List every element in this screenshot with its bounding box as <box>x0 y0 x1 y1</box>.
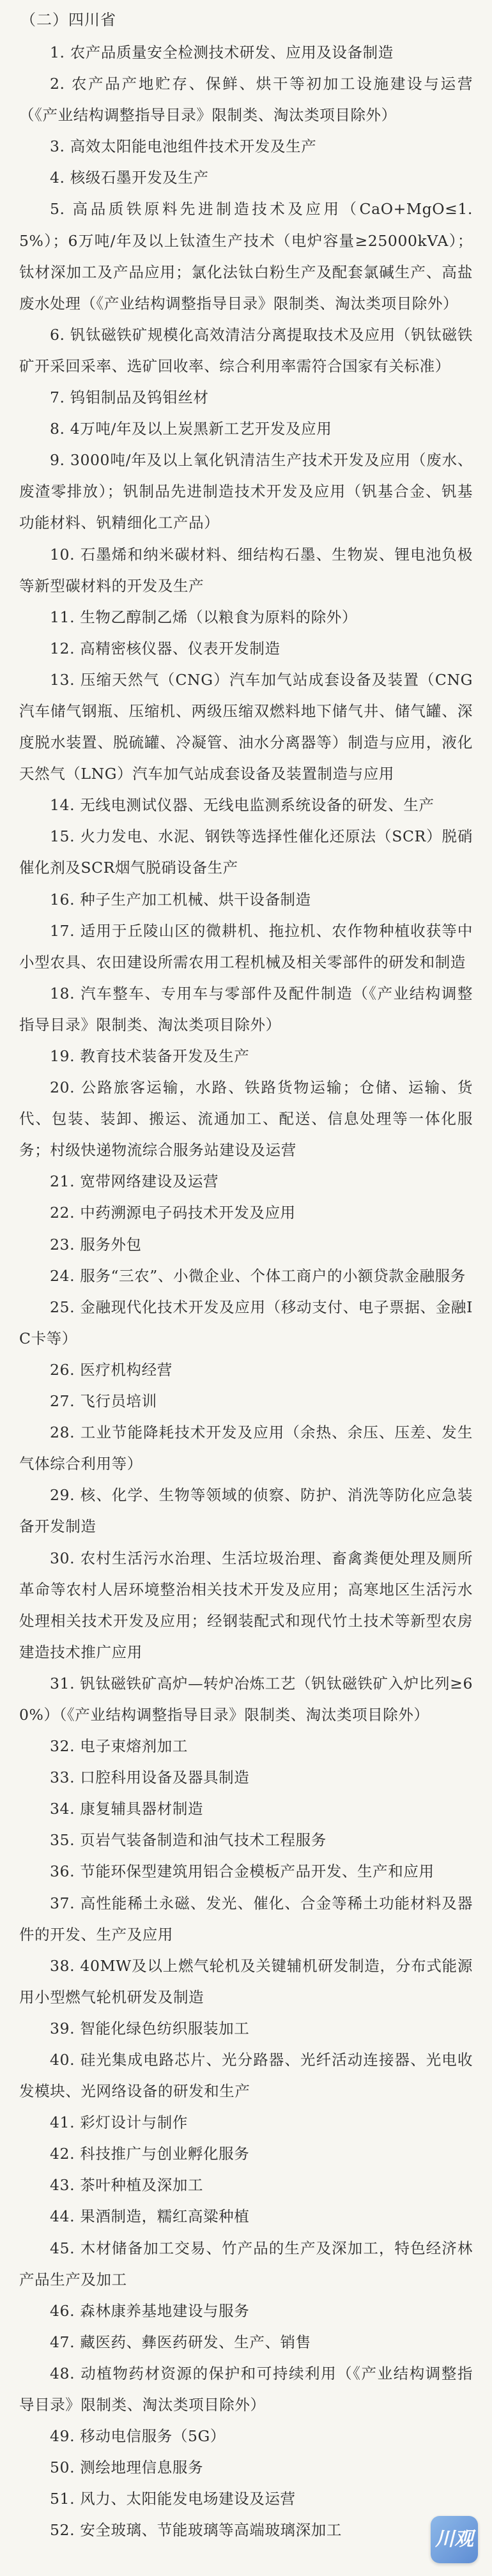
list-item: 40. 硅光集成电路芯片、光分路器、光纤活动连接器、光电收发模块、光网络设备的研发和生产 <box>19 2051 473 2101</box>
list-item: 41. 彩灯设计与制作 <box>50 2113 188 2132</box>
list-item: 30. 农村生活污水治理、生活垃圾治理、畜禽粪便处理及厕所革命等农村人居环境整治相关技术开发及应用；高寒地区生活污水处理相关技术开发及应用；经钢装配式和现代竹土技术等新型农房建造技术推广应用 <box>19 1549 473 1661</box>
list-item: 11. 生物乙醇制乙烯（以粮食为原料的除外） <box>50 608 358 626</box>
list-item: 19. 教育技术装备开发及生产 <box>50 1047 250 1065</box>
list-item: 15. 火力发电、水泥、钢铁等选择性催化还原法（SCR）脱硝催化剂及SCR烟气脱硝设备生产 <box>19 827 473 877</box>
list-item: 28. 工业节能降耗技术开发及应用（余热、余压、压差、发生气体综合利用等） <box>19 1423 473 1473</box>
list-item: 4. 核级石墨开发及生产 <box>50 169 209 187</box>
list-item: 34. 康复辅具器材制造 <box>50 1800 204 1818</box>
list-item: 52. 安全玻璃、节能玻璃等高端玻璃深加工 <box>50 2521 342 2540</box>
industry-item-list <box>19 37 473 2547</box>
list-item: 37. 高性能稀土永磁、发光、催化、合金等稀土功能材料及器件的开发、生产及应用 <box>19 1894 473 1943</box>
list-item: 1. 农产品质量安全检测技术研发、应用及设备制造 <box>50 43 394 61</box>
list-item: 45. 木材储备加工交易、竹产品的生产及深加工，特色经济林产品生产及加工 <box>19 2239 473 2288</box>
list-item: 9. 3000吨/年及以上氧化钒清洁生产技术开发及应用（废水、废渣零排放）；钒制品先进制造技术开发及应用（钒基合金、钒基功能材料、钒精细化工产品） <box>19 451 473 532</box>
list-item: 3. 高效太阳能电池组件技术开发及生产 <box>50 137 317 156</box>
list-item: 36. 节能环保型建筑用铝合金模板产品开发、生产和应用 <box>50 1862 434 1881</box>
list-item: 10. 石墨烯和纳米碳材料、细结构石墨、生物炭、锂电池负极等新型碳材料的开发及生产 <box>19 545 473 595</box>
list-item: 2. 农产品产地贮存、保鲜、烘干等初加工设施建设与运营（《产业结构调整指导目录》限制类、淘汰类项目除外） <box>19 75 473 125</box>
list-item: 22. 中药溯源电子码技术开发及应用 <box>50 1204 296 1222</box>
chuanguan-watermark-logo: 川观 <box>431 2516 478 2563</box>
list-item: 27. 飞行员培训 <box>50 1392 157 1411</box>
list-item: 21. 宽带网络建设及运营 <box>50 1172 219 1191</box>
list-item: 31. 钒钛磁铁矿高炉—转炉冶炼工艺（钒钛磁铁矿入炉比列≥60%）（《产业结构调整指导目录》限制类、淘汰类项目除外） <box>19 1674 473 1724</box>
list-item: 35. 页岩气装备制造和油气技术工程服务 <box>50 1831 327 1850</box>
list-item: 49. 移动电信服务（5G） <box>50 2427 226 2446</box>
list-item: 33. 口腔科用设备及器具制造 <box>50 1768 250 1787</box>
list-item: 48. 动植物药材资源的保护和可持续利用（《产业结构调整指导目录》限制类、淘汰类项目除外） <box>19 2364 473 2414</box>
list-item: 44. 果酒制造，糯红高粱种植 <box>50 2207 250 2226</box>
list-item: 7. 钨钼制品及钨钼丝材 <box>50 388 209 407</box>
list-item: 12. 高精密核仪器、仪表开发制造 <box>50 639 281 657</box>
list-item: 23. 服务外包 <box>50 1235 142 1254</box>
list-item: 17. 适用于丘陵山区的微耕机、拖拉机、农作物种植收获等中小型农具、农田建设所需农用工程机械及相关零部件的研发和制造 <box>19 921 473 971</box>
list-item: 42. 科技推广与创业孵化服务 <box>50 2145 250 2163</box>
list-item: 29. 核、化学、生物等领域的侦察、防护、消洗等防化应急装备开发制造 <box>19 1486 473 1536</box>
list-item: 39. 智能化绿色纺织服装加工 <box>50 2019 250 2037</box>
list-item: 25. 金融现代化技术开发及应用（移动支付、电子票据、金融IC卡等） <box>19 1298 473 1347</box>
list-item: 32. 电子束熔剂加工 <box>50 1737 188 1756</box>
list-item: 26. 医疗机构经营 <box>50 1360 173 1379</box>
list-item: 13. 压缩天然气（CNG）汽车加气站成套设备及装置（CNG汽车储气钢瓶、压缩机、两级压缩双燃料地下储气井、储气罐、深度脱水装置、脱硫罐、冷凝管、油水分离器等）制造与应用，液化天然气（LNG）汽车加气站成套设备及装置制造与应用 <box>19 670 473 783</box>
list-item: 24. 服务“三农”、小微企业、个体工商户的小额贷款金融服务 <box>50 1266 466 1285</box>
list-item: 14. 无线电测试仪器、无线电监测系统设备的研发、生产 <box>50 796 434 815</box>
list-item: 6. 钒钛磁铁矿规模化高效清洁分离提取技术及应用（钒钛磁铁矿开采回采率、选矿回收率、综合利用率需符合国家有关标准） <box>19 325 473 375</box>
section-heading: （二）四川省 <box>20 11 116 29</box>
list-item: 38. 40MW及以上燃气轮机及关键辅机研发制造，分布式能源用小型燃气轮机研发及制造 <box>19 1956 473 2006</box>
list-item: 50. 测绘地理信息服务 <box>50 2458 204 2477</box>
list-item: 18. 汽车整车、专用车与零部件及配件制造（《产业结构调整指导目录》限制类、淘汰类项目除外） <box>19 984 473 1034</box>
list-item: 43. 茶叶种植及深加工 <box>50 2176 204 2195</box>
list-item: 8. 4万吨/年及以上炭黑新工艺开发及应用 <box>50 420 332 438</box>
list-item: 5. 高品质铁原料先进制造技术及应用（CaO+MgO≤1.5%）；6万吨/年及以上钛渣生产技术（电炉容量≥25000kVA）；钛材深加工及产品应用；氯化法钛白粉生产及配套氯碱生产、高盐废水处理（《产业结构调整指导目录》限制类、淘汰类项目除外） <box>19 200 473 312</box>
list-item: 16. 种子生产加工机械、烘干设备制造 <box>50 890 311 908</box>
list-item: 47. 藏医药、彝医药研发、生产、销售 <box>50 2333 311 2351</box>
list-item: 51. 风力、太阳能发电场建设及运营 <box>50 2490 296 2508</box>
list-item: 20. 公路旅客运输，水路、铁路货物运输；仓储、运输、货代、包装、装卸、搬运、流通加工、配送、信息处理等一体化服务；村级快递物流综合服务站建设及运营 <box>19 1078 473 1160</box>
list-item: 46. 森林康养基地建设与服务 <box>50 2301 250 2320</box>
